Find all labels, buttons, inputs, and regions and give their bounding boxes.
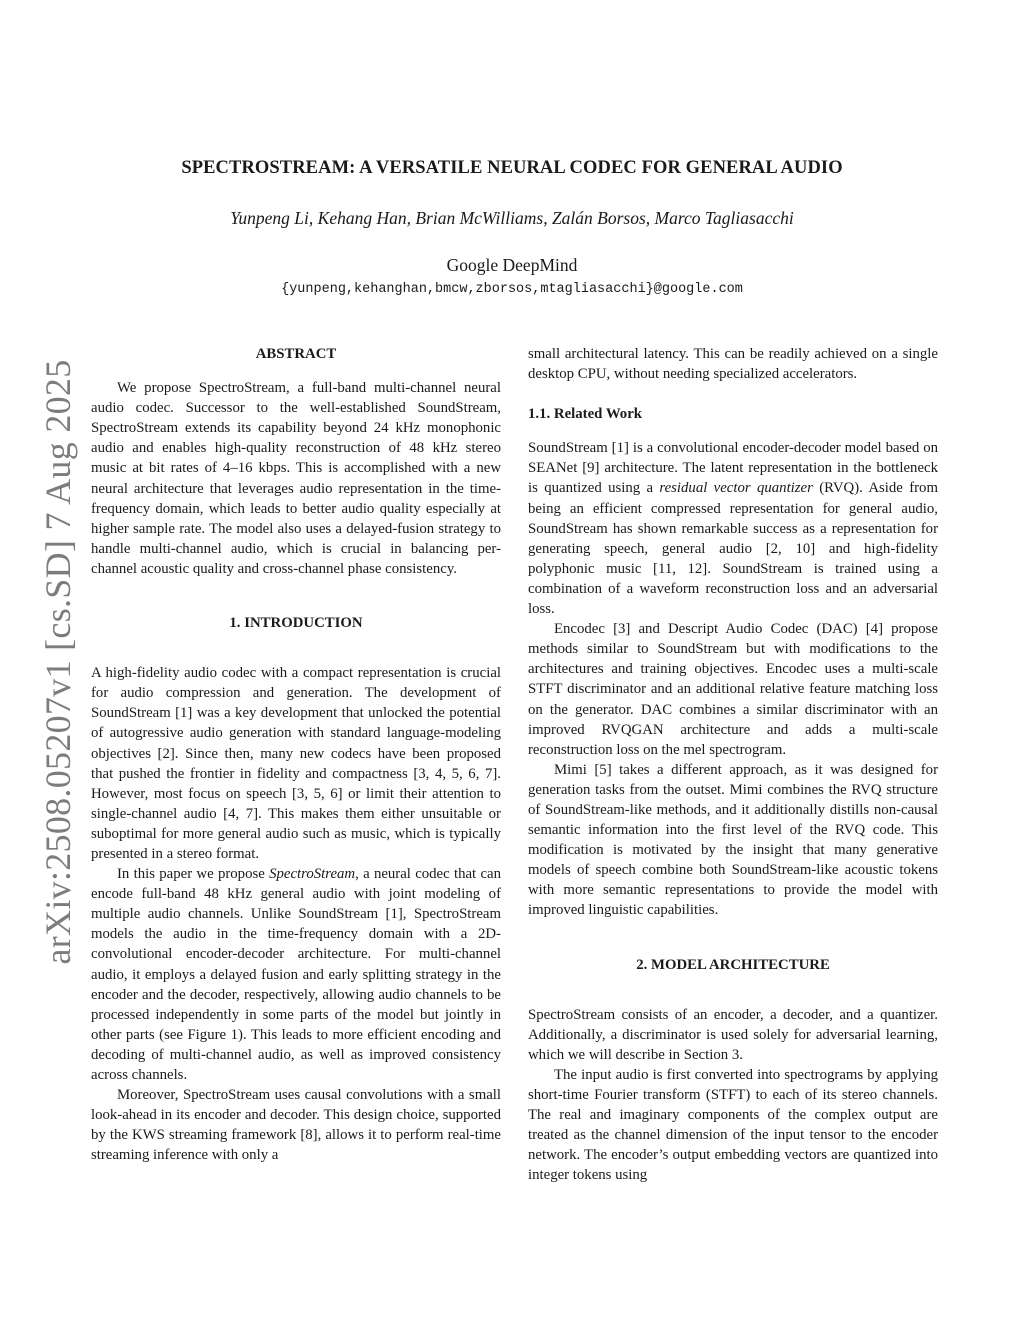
related-work-paragraph-3: Mimi [5] takes a different approach, as it was designed for generation tasks from the outset. Mimi combines the RVQ structure of SoundStream-like methods, and it additionally distills non-causal semantic information into the first level of the RVQ code. This modification is motivated by the insight that many generative models of speech combine both SoundStream-like acoustic tokens with more semantic representations to provide the model with improved linguistic capabilities. (528, 761, 938, 919)
model-architecture-paragraph-2: The input audio is first converted into spectrograms by applying short-time Fourier transform (STFT) to each of its stereo channels. The real and imaginary components of the complex output are treated as the channel dimension of the input tensor to the encoder network. The encoder’s output embedding vectors are quantized into integer tokens using (528, 1066, 938, 1184)
abstract-text: We propose SpectroStream, a full-band multi-channel neural audio codec. Successor to the well-established SoundStream, SpectroStream extends its capability beyond 24 kHz monophonic audio and enables high-quality reconstruction of 48 kHz stereo music at bit rates of 4–16 kbps. This is accomplished with a new neural architecture that leverages audio representation in the time-frequency domain, which leads to better audio quality especially at higher sample rate. The model also uses a delayed-fusion strategy to handle multi-channel audio, which is crucial in balancing per-channel acoustic quality and cross-channel phase consistency. (91, 380, 501, 577)
intro-paragraph-3-continued: small architectural latency. This can be readily achieved on a single desktop CPU, without needing specialized accelerators. (528, 346, 938, 383)
intro-paragraph-3: Moreover, SpectroStream uses causal convolutions with a small look-ahead in its encoder and decoder. This design choice, supported by the KWS streaming framework [8], allows it to perform real-time streaming inference with only a (91, 1087, 501, 1164)
intro-paragraph-2 (91, 864, 501, 1085)
affiliation: Google DeepMind (446, 255, 578, 275)
author-list: Yunpeng Li, Kehang Han, Brian McWilliams, Zalán Borsos, Marco Tagliasacchi (230, 208, 794, 228)
rw-p1-rest: (RVQ). Aside from being an efficient compressed representation for general audio, SoundStream has shown remarkable success as a representation for generating speech, general audio [2, 10] and high-fidelity polyphonic music [11, 12]. SoundStream is trained using a combination of a waveform reconstruction loss and an adversarial loss. (528, 480, 938, 618)
intro-paragraph-1: A high-fidelity audio codec with a compact representation is crucial for audio compression and generation. The development of SoundStream [1] was a key development that unlocked the potential of autogressive audio generation with standard language-modeling objectives [2]. Since then, many new codecs have been proposed that pushed the frontier in fidelity and compactness [3, 4, 5, 6, 7]. However, most focus on speech [3, 5, 6] or limit their attention to single-channel audio [4, 7]. This makes them either unsuitable or suboptimal for more general audio such as music, which is typically presented in a stereo format. (91, 665, 501, 862)
model-architecture-heading: 2. MODEL ARCHITECTURE (636, 956, 830, 973)
right-column (528, 344, 938, 1185)
arxiv-identifier: arXiv:2508.05207v1 [cs.SD] 7 Aug 2025 (38, 359, 78, 965)
intro-p2-lead: In this paper we propose (117, 866, 270, 883)
author-emails: {yunpeng,kehanghan,bmcw,zborsos,mtagliasacchi}@google.com (281, 282, 743, 297)
related-work-paragraph-2: Encodec [3] and Descript Audio Codec (DAC) [4] propose methods similar to SoundStream but with modifications to the architectures and training objectives. Encodec uses a multi-scale STFT discriminator and an additional relative feature matching loss on the generator. DAC combines a similar discriminator with an improved RVQGAN architecture and adds a multi-scale reconstruction loss on the mel spectrogram. (528, 621, 938, 758)
related-work-heading: 1.1. Related Work (528, 406, 642, 423)
model-architecture-paragraph-1: SpectroStream consists of an encoder, a decoder, and a quantizer. Additionally, a discriminator is used solely for adversarial learning, which we will describe in Section 3. (528, 1006, 938, 1063)
related-work-paragraph-1 (528, 438, 938, 619)
rw-p1-emphasis: residual vector quantizer (659, 480, 813, 497)
introduction-heading: 1. INTRODUCTION (229, 615, 363, 632)
rw-p1-lead: SoundStream [1] is a convolutional encoder-decoder model based on SEANet [9] architecture. The latent representation in the bottleneck is quantized using a (528, 440, 938, 497)
intro-p2-rest: , a neural codec that can encode full-band 48 kHz general audio with joint modeling of multiple audio channels. Unlike SoundStream [1], SpectroStream models the audio in the time-frequency domain with a 2D-convolutional encoder-decoder architecture. For multi-channel audio, it employs a delayed fusion and early splitting strategy in the encoder and the decoder, respectively, allowing audio channels to be processed independently in some parts of the model but jointly in other parts (see Figure 1). This leads to more efficient encoding and decoding of multi-channel audio, as well as improved consistency across channels. (91, 866, 501, 1083)
left-column (91, 344, 501, 1165)
abstract-heading: ABSTRACT (255, 346, 337, 362)
intro-p2-emphasis: SpectroStream (269, 866, 356, 883)
paper-title: SPECTROSTREAM: A VERSATILE NEURAL CODEC FOR GENERAL AUDIO (181, 158, 843, 178)
